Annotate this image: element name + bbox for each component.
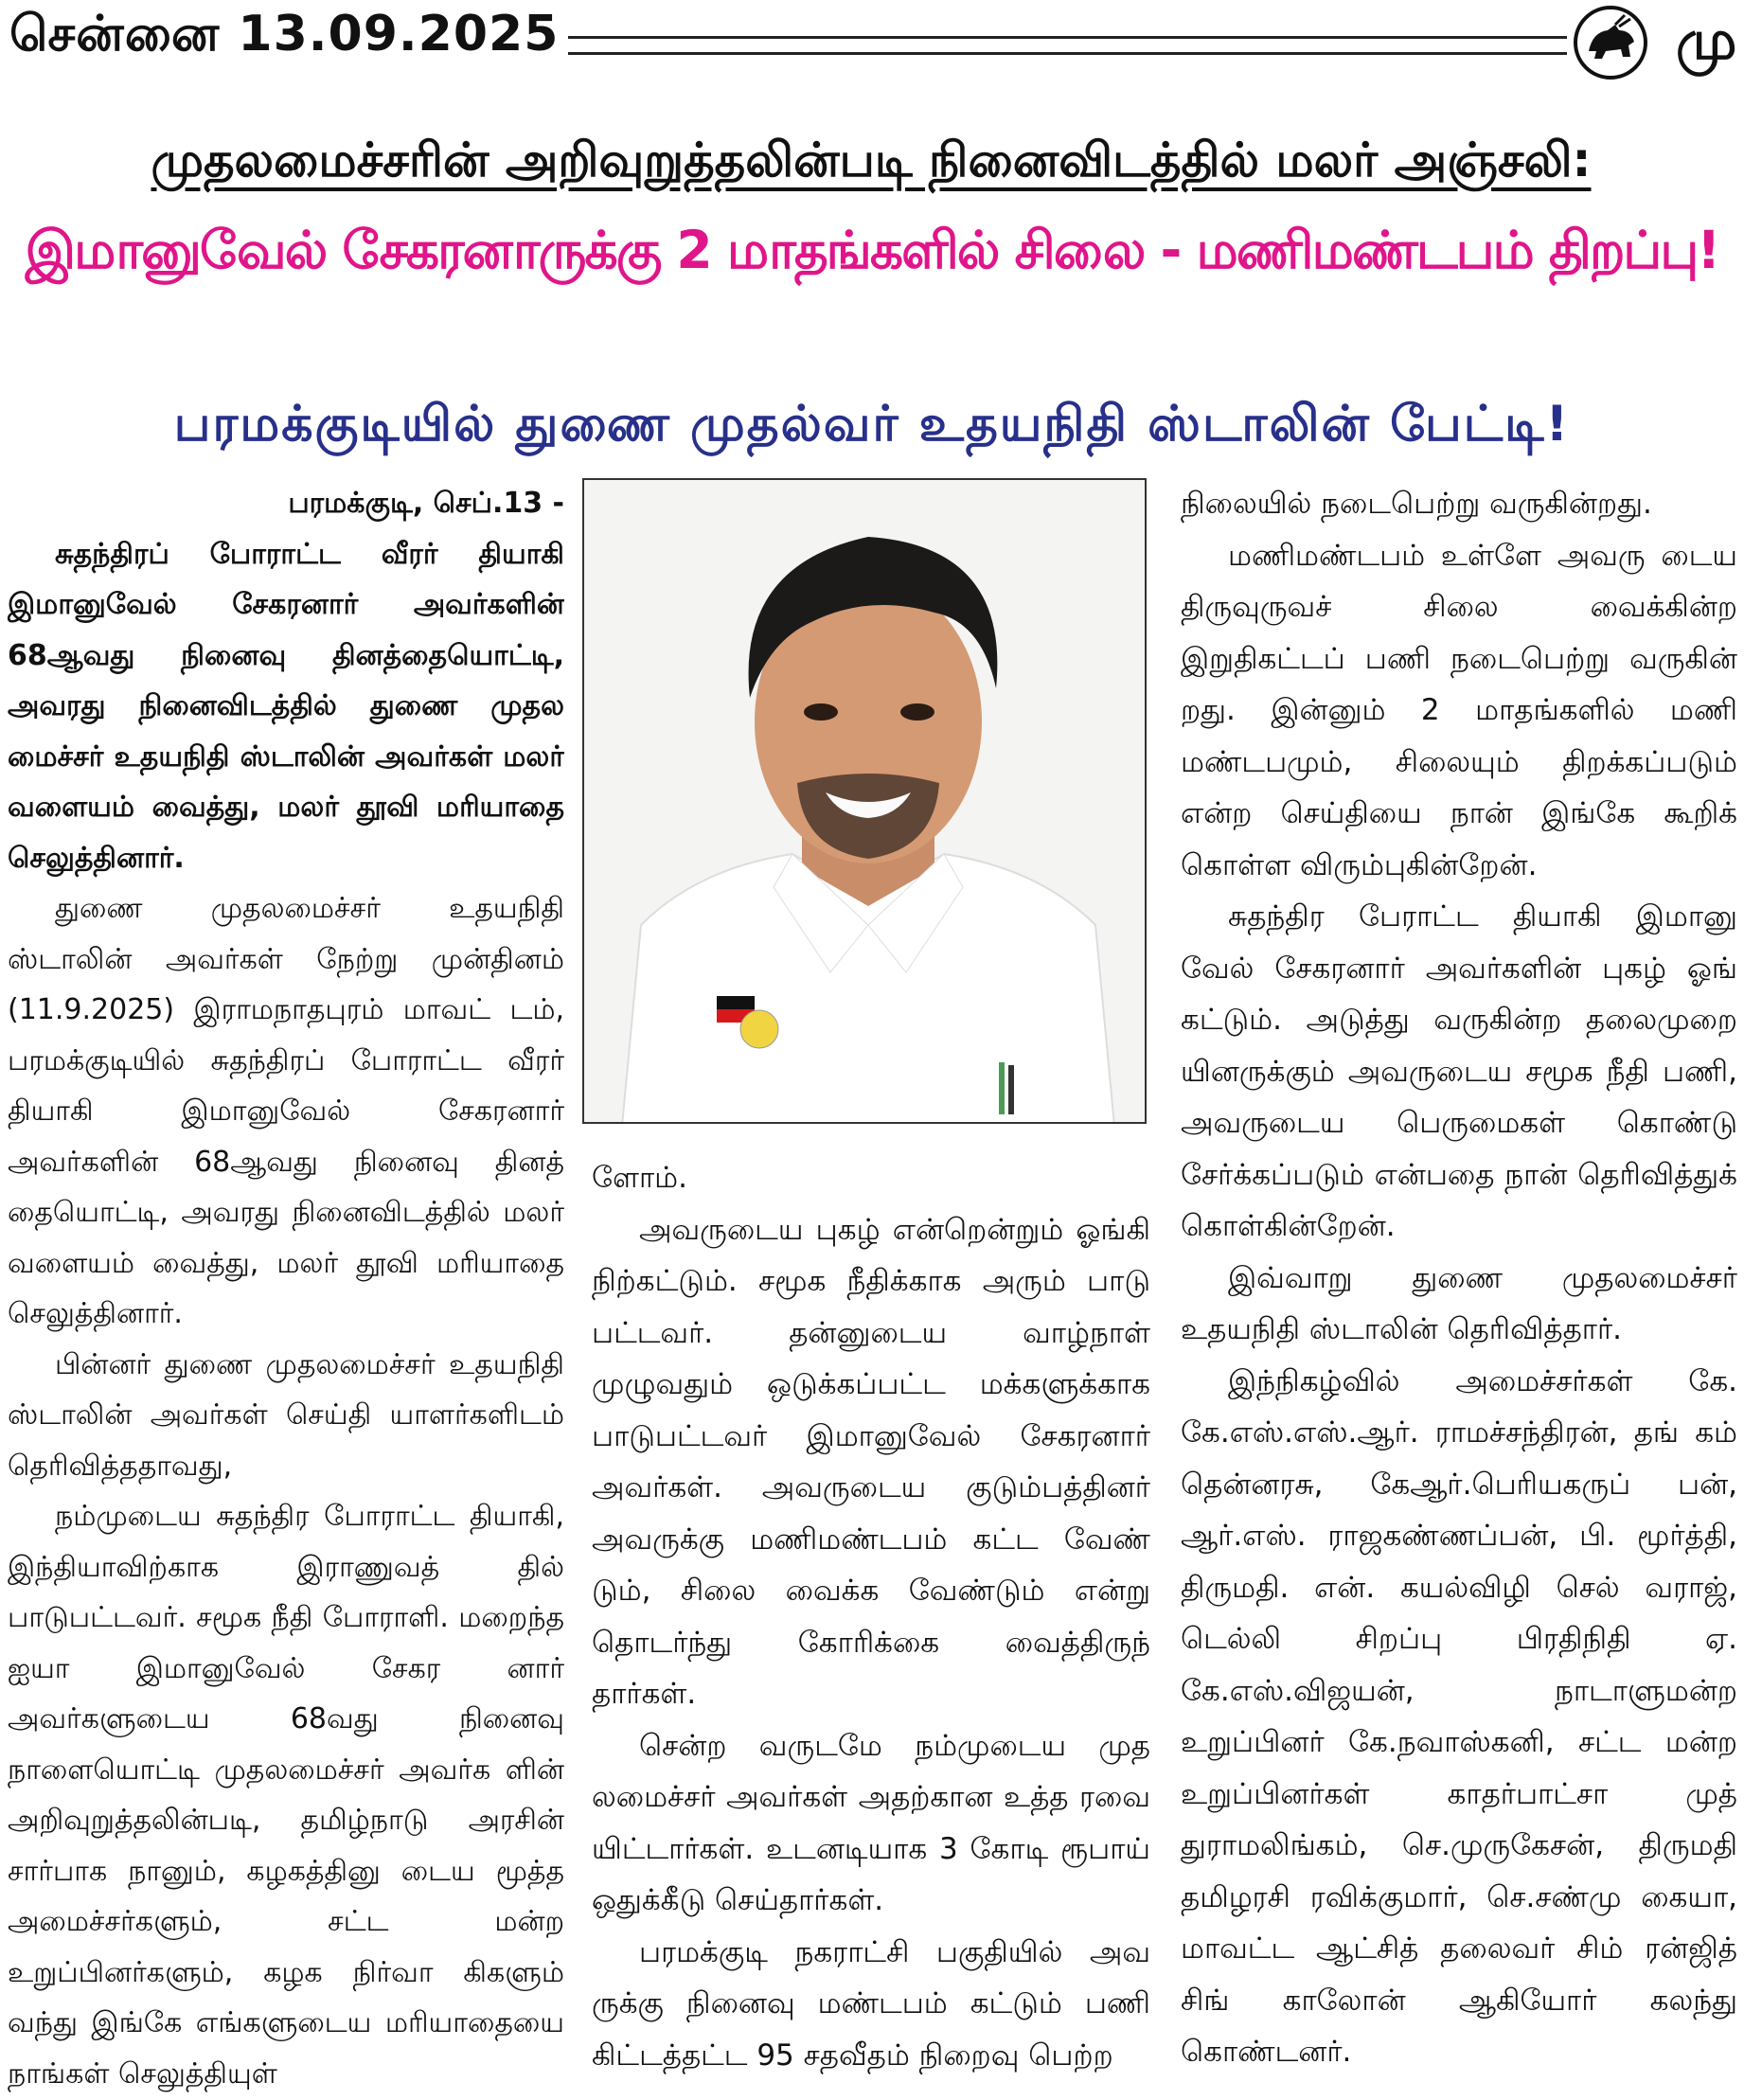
portrait-photo <box>582 478 1147 1124</box>
lead-paragraph: சுதந்திரப் போராட்ட வீரர் தியாகி இமானுவேல் சேகரனார் அவர்களின் 68ஆவது நினைவு தினத்தையொட்டி, அவரது நினைவிடத்தில் துணை முதல மைச்சர் உதயநிதி ஸ்டாலின் அவர்கள் மலர் வளையம் வைத்து, மலர் தூவி மரியாதை செலுத்தினார். <box>8 537 564 875</box>
article-column-right <box>1181 478 1737 2100</box>
paragraph: பின்னர் துணை முதலமைச்சர் உதயநிதி ஸ்டாலின் அவர்கள் செய்தி யாளர்களிடம் தெரிவித்ததாவது, <box>8 1347 564 1483</box>
sub-headline: பரமக்குடியில் துணை முதல்வர் உதயநிதி ஸ்டாலின் பேட்டி! <box>173 396 1571 453</box>
dateline: சென்னை 13.09.2025 <box>9 6 560 62</box>
bull-emblem-icon <box>1572 4 1649 81</box>
paragraph: நம்முடைய சுதந்திர போராட்ட தியாகி, இந்தியாவிற்காக இராணுவத் தில் பாடுபட்டவர். சமூக நீதி போராளி. மறைந்த ஐயா இமானுவேல் சேகர னார் அவர்களுடைய 68வது நினைவு நாளையொட்டி முதலமைச்சர் அவர்க ளின் அறிவுறுத்தலின்படி, தமிழ்நாடு அரசின் சார்பாக நானும், கழகத்தினு டைய மூத்த அமைச்சர்களும், சட்ட மன்ற உறுப்பினர்களும், கழக நிர்வா கிகளும் வந்து இங்கே எங்களுடைய மரியாதையை நாங்கள் செலுத்தியுள் <box>8 1500 564 2091</box>
paragraph: இந்நிகழ்வில் அமைச்சர்கள் கே. கே.எஸ்.எஸ்.ஆர். ராமச்சந்திரன், தங் கம் தென்னரசு, கேஆர்.பெரியகருப் பன், ஆர்.எஸ். ராஜகண்ணப்பன், பி. மூர்த்தி, திருமதி. என். கயல்விழி செல் வராஜ், டெல்லி சிறப்பு பிரதிநிதி ஏ. கே.எஸ்.விஜயன், நாடாளுமன்ற உறுப்பினர் கே.நவாஸ்கனி, சட்ட மன்ற உறுப்பினர்கள் காதர்பாட்சா முத் துராமலிங்கம், செ.முருகேசன், திருமதி தமிழரசி ரவிக்குமார், செ.சண்மு கையா, மாவட்ட ஆட்சித் தலைவர் சிம் ரன்ஜித் சிங் காலோன் ஆகியோர் கலந்து கொண்டனர். <box>1181 1363 1737 2069</box>
paragraph: சென்ற வருடமே நம்முடைய முத லமைச்சர் அவர்கள் அதற்கான உத்த ரவை யிட்டார்கள். உடனடியாக 3 கோடி ரூபாய் ஒதுக்கீடு செய்தார்கள். <box>592 1728 1150 1917</box>
masthead <box>0 0 1744 85</box>
article-dateline: பரமக்குடி, செப்.13 - <box>288 487 564 520</box>
paragraph: துணை முதலமைச்சர் உதயநிதி ஸ்டாலின் அவர்கள் நேற்று முன்தினம் (11.9.2025) இராமநாதபுரம் மாவட் டம், பரமக்குடியில் சுதந்திரப் போராட்ட வீரர் தியாகி இமானுவேல் சேகரனார் அவர்களின் 68ஆவது நினைவு தினத் தையொட்டி, அவரது நினைவிடத்தில் மலர் வளையம் வைத்து, மலர் தூவி மரியாதை செலுத்தினார். <box>8 892 564 1330</box>
paragraph-continuation: ளோம். <box>592 1161 687 1195</box>
main-headline: இமானுவேல் சேகரனாருக்கு 2 மாதங்களில் சிலை - மணிமண்டபம் திறப்பு! <box>25 220 1719 280</box>
article-column-left <box>8 478 564 2100</box>
paragraph: இவ்வாறு துணை முதலமைச்சர் உதயநிதி ஸ்டாலின் தெரிவித்தார். <box>1181 1260 1737 1346</box>
paragraph: சுதந்திர பேராட்ட தியாகி இமானு வேல் சேகரனார் அவர்களின் புகழ் ஓங் கட்டும். அடுத்து வருகின்ற தலைமுறை யினருக்கும் அவருடைய சமூக நீதி பணி, அவருடைய பெருமைகள் கொண்டு சேர்க்கப்படும் என்பதை நான் தெரிவித்துக் கொள்கின்றேன். <box>1181 899 1737 1243</box>
masthead-rule <box>568 36 1567 55</box>
article-column-middle <box>592 1152 1150 2100</box>
portrait-illustration <box>584 480 1147 1124</box>
paragraph: மணிமண்டபம் உள்ளே அவரு டைய திருவுருவச் சிலை வைக்கின்ற இறுதிகட்டப் பணி நடைபெற்று வருகின் றது. இன்னும் 2 மாதங்களில் மணி மண்டபமும், சிலையும் திறக்கப்படும் என்ற செய்தியை நான் இங்கே கூறிக் கொள்ள விரும்புகின்றேன். <box>1181 538 1737 882</box>
paragraph-continuation: நிலையில் நடைபெற்று வருகின்றது. <box>1181 487 1652 521</box>
paragraph: பரமக்குடி நகராட்சி பகுதியில் அவ ருக்கு நினைவு மண்டபம் கட்டும் பணி கிட்டத்தட்ட 95 சதவீதம் நிறைவு பெற்ற <box>592 1934 1150 2073</box>
paragraph: அவருடைய புகழ் என்றென்றும் ஓங்கி நிற்கட்டும். சமூக நீதிக்காக அரும் பாடு பட்டவர். தன்னுடைய வாழ்நாள் முழுவதும் ஒடுக்கப்பட்ட மக்களுக்காக பாடுபட்டவர் இமானுவேல் சேகரனார் அவர்கள். அவருடைய குடும்பத்தினர் அவருக்கு மணிமண்டபம் கட்ட வேண் டும், சிலை வைக்க வேண்டும் என்று தொடர்ந்து கோரிக்கை வைத்திருந் தார்கள். <box>592 1212 1150 1711</box>
kicker-heading: முதலமைச்சரின் அறிவுறுத்தலின்படி நினைவிடத்தில் மலர் அஞ்சலி: <box>151 133 1592 187</box>
masthead-edge-letter: மு <box>1676 8 1737 72</box>
